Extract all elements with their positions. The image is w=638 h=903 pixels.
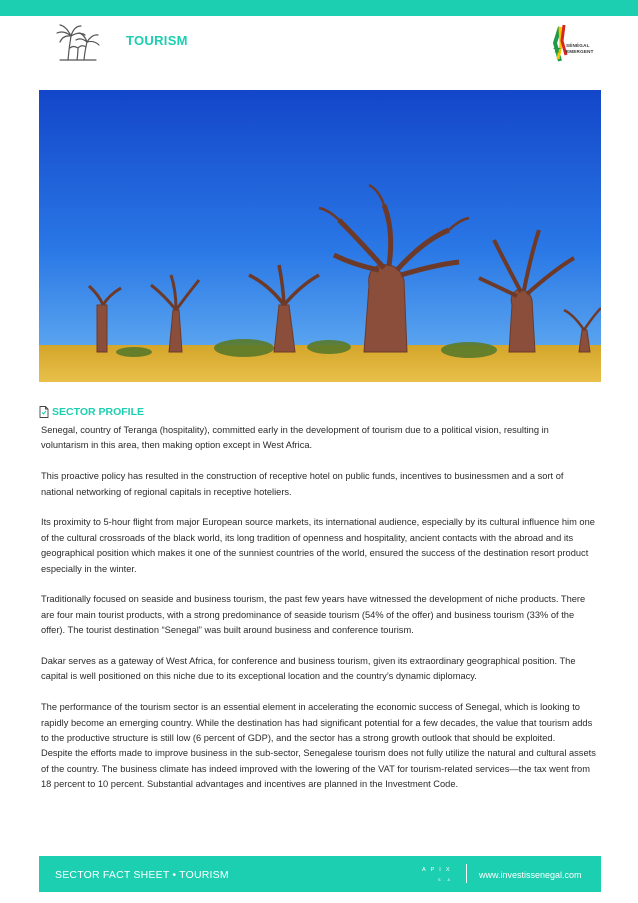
- apix-logo-sub: S . A: [438, 878, 452, 882]
- hero-image: [39, 90, 601, 382]
- palm-trees-icon: [54, 20, 102, 62]
- paragraph: Senegal, country of Teranga (hospitality), committed early in the development of tourism due to a political vision, resulting in voluntarism in this area, then making option except in West Africa.: [41, 425, 549, 451]
- article-body: [41, 423, 597, 793]
- top-stripe: [0, 0, 638, 16]
- paragraph: Its proximity to 5-hour flight from major European source markets, its international audience, especially by its cultural influence him one of the cultural crossroads of the black world, its long tradition of openness and hospitality, ancient contacts with the abroad and its geographical position which makes it one of the sunniest countries of the world, ensured the success of the destination resort product especially in the winter.: [41, 517, 595, 574]
- paragraph: Traditionally focused on seaside and business tourism, the past few years have witnessed the development of niche products. There are four main tourist products, with a strong predominance of seaside tourism (54% of the offer) and business tourism (33% of the offer). The tourist destination “Senegal” was built around business and conference tourism.: [41, 594, 586, 636]
- section-heading: [39, 405, 144, 419]
- paragraph: The performance of the tourism sector is an essential element in accelerating the economic success of Senegal, which is looking to rapidly become an emerging country. While the destination has had significant potential for a few decades, the value that tourism adds to the productive structure is still low (6 percent of GDP), and the sector has a strong growth outlook that should be exploited.: [41, 702, 593, 744]
- page-footer: [39, 856, 601, 892]
- paragraph: Dakar serves as a gateway of West Africa, for conference and business tourism, given its extraordinary geographical position. The capital is well positioned on this niche due to its exceptional location and the country’s dynamic diplomacy.: [41, 656, 576, 682]
- apix-logo: A P I X: [422, 867, 452, 873]
- page-header: [0, 16, 638, 66]
- footer-divider: [466, 864, 467, 883]
- senegal-emergent-logo: [540, 21, 604, 63]
- paragraph: Despite the efforts made to improve business in the sub-sector, Senegalese tourism does not fully utilize the natural and cultural assets of the country. The business climate has indeed improved with the lowering of the VAT for tourism-related services—the tax went from 18 percent to 10 percent. Substantial advantages and incentives are planned in the Investment Code.: [41, 748, 596, 790]
- document-icon: [39, 406, 49, 418]
- paragraph: This proactive policy has resulted in the construction of receptive hotel on public funds, incentives to businessmen and a sort of national networking of regional capitals in receptive hoteliers.: [41, 471, 564, 497]
- page-title: TOURISM: [126, 33, 188, 48]
- senegal-emergent-text: SÉNÉGAL EMERGENT: [566, 43, 594, 54]
- footer-url-link[interactable]: www.investissenegal.com: [479, 870, 582, 880]
- footer-label: SECTOR FACT SHEET • TOURISM: [55, 869, 229, 881]
- section-title: SECTOR PROFILE: [52, 406, 144, 418]
